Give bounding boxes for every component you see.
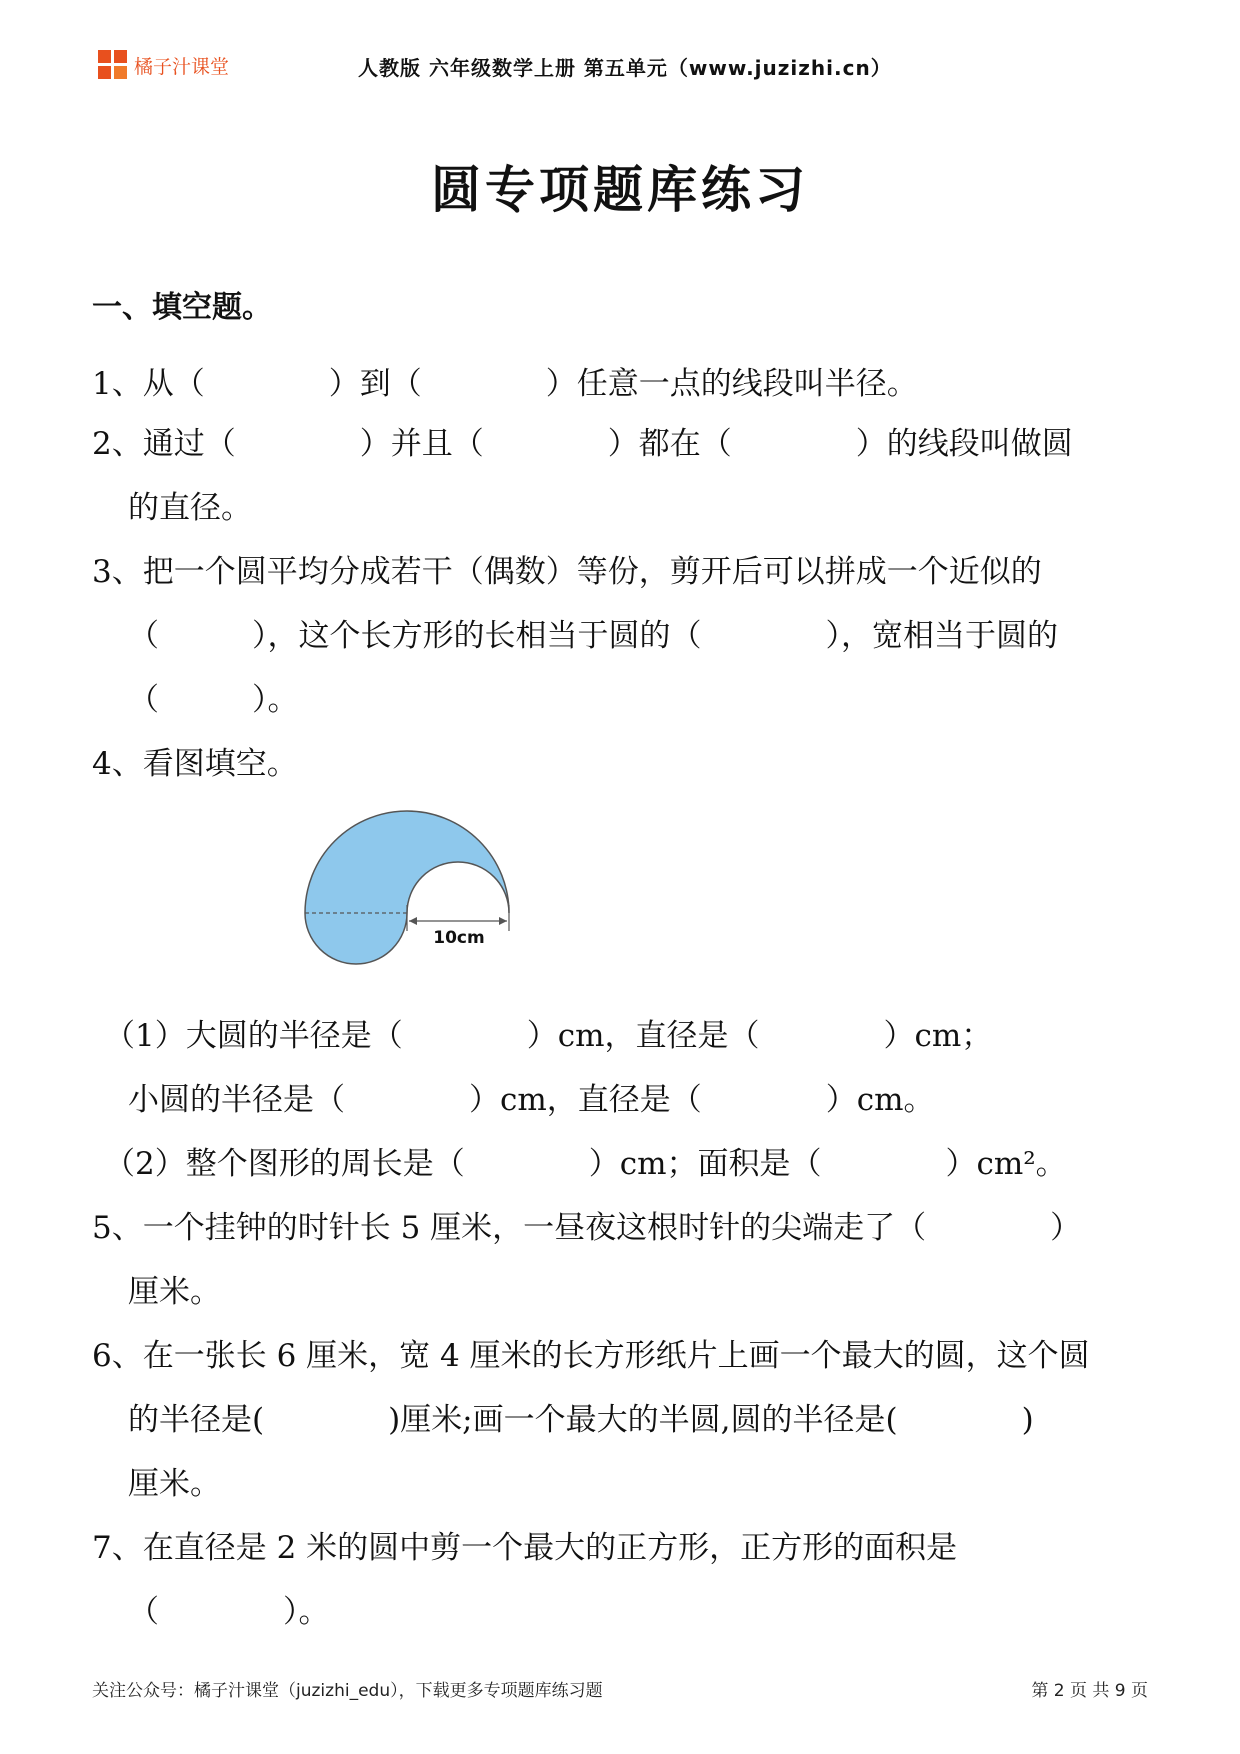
footer-note: 关注公众号：橘子汁课堂（juzizhi_edu），下载更多专项题库练习题	[92, 1681, 603, 1701]
logo-text: 橘子汁课堂	[134, 55, 230, 78]
question-5-line-1: 5、一个挂钟的时针长 5 厘米，一昼夜这根时针的尖端走了（ ）	[92, 1210, 1082, 1246]
page-header	[0, 44, 1240, 84]
question-5-line-2: 厘米。	[128, 1274, 221, 1310]
question-6-line-3: 厘米。	[128, 1466, 221, 1502]
section-title: 一、填空题。	[92, 290, 272, 325]
logo-icon	[98, 50, 128, 80]
arrow-head-left	[409, 917, 417, 925]
question-3-line-2: （ ），这个长方形的长相当于圆的（ ），宽相当于圆的	[128, 618, 1058, 654]
question-6-line-2: 的半径是( )厘米;画一个最大的半圆,圆的半径是( )	[128, 1402, 1034, 1438]
question-2-line-2: 的直径。	[128, 490, 252, 526]
question-6-line-1: 6、在一张长 6 厘米，宽 4 厘米的长方形纸片上画一个最大的圆，这个圆	[92, 1338, 1090, 1374]
question-7-line-1: 7、在直径是 2 米的圆中剪一个最大的正方形，正方形的面积是	[92, 1530, 958, 1566]
question-4: 4、看图填空。	[92, 746, 298, 782]
question-7-line-2: （ ）。	[128, 1594, 330, 1630]
question-4-2: （2）整个图形的周长是（ ）cm；面积是（ ）cm²。	[104, 1146, 1067, 1182]
logo	[98, 50, 229, 80]
page-number: 第 2 页 共 9 页	[1031, 1681, 1148, 1701]
question-4-1-line-1: （1）大圆的半径是（ ）cm，直径是（ ）cm；	[104, 1018, 993, 1054]
page-title: 圆专项题库练习	[431, 160, 809, 219]
dimension-label: 10cm	[433, 928, 485, 948]
question-1: 1、从（ ）到（ ）任意一点的线段叫半径。	[92, 366, 918, 402]
question-3-line-1: 3、把一个圆平均分成若干（偶数）等份，剪开后可以拼成一个近似的	[92, 554, 1042, 590]
semicircle-figure	[300, 808, 530, 978]
question-2-line-1: 2、通过（ ）并且（ ）都在（ ）的线段叫做圆	[92, 426, 1073, 462]
question-4-1-line-2: 小圆的半径是（ ）cm，直径是（ ）cm。	[128, 1082, 935, 1118]
question-3-line-3: （ ）。	[128, 682, 299, 718]
header-title: 人教版 六年级数学上册 第五单元（www.juzizhi.cn）	[358, 56, 892, 80]
arrow-head-right	[499, 917, 507, 925]
